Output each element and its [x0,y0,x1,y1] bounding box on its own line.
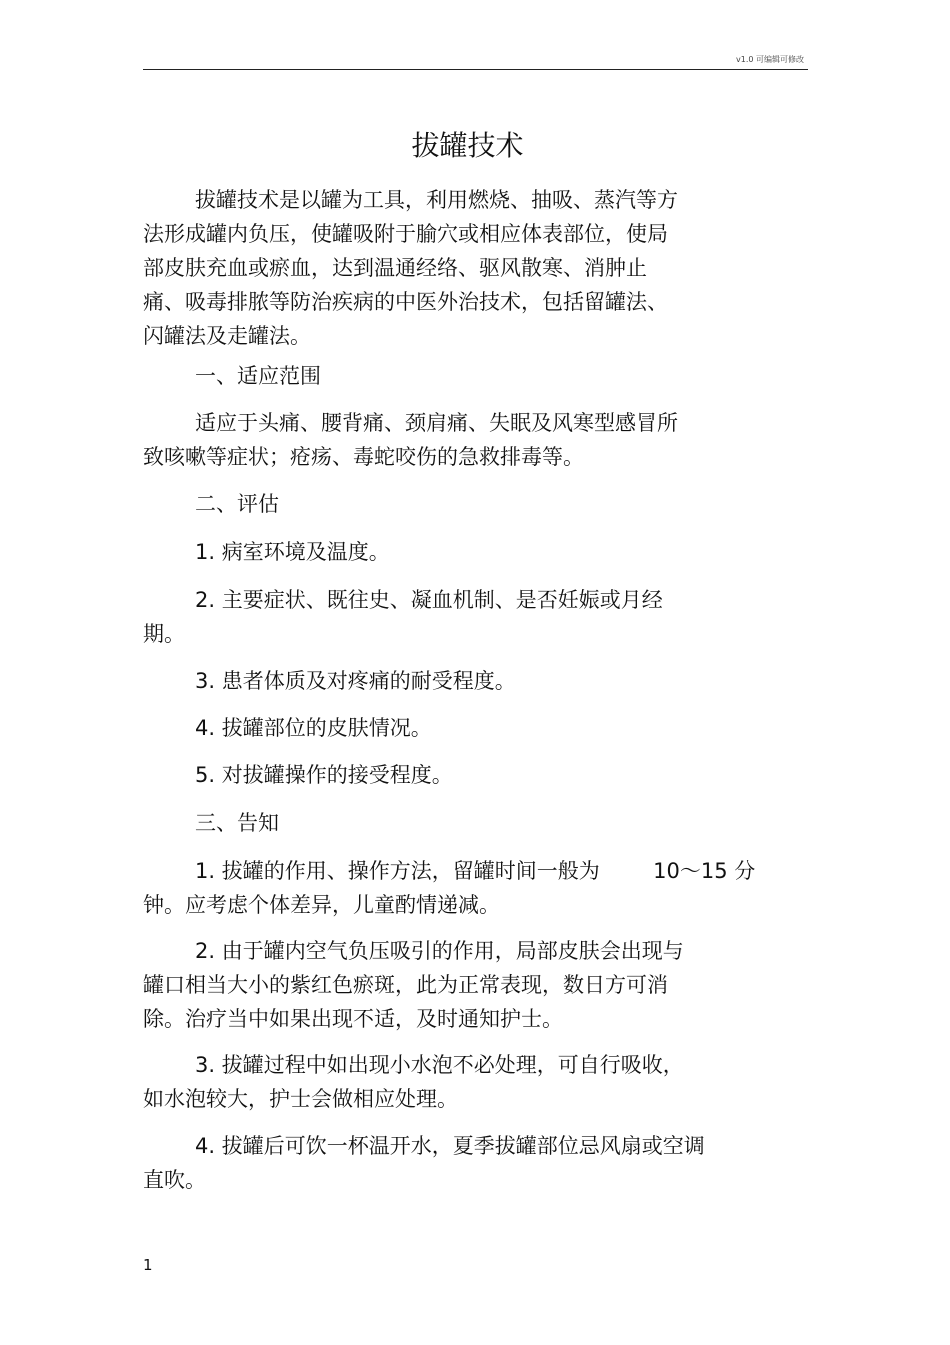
heading-text: 一、适应范围 [195,364,321,388]
text-line: 除。治疗当中如果出现不适，及时通知护士。 [143,1007,563,1031]
heading-text: 二、评估 [195,492,279,516]
section-heading-assessment [143,487,279,521]
section-heading-indications [143,359,321,393]
header-version: v1.0 可编辑可修改 [736,55,804,64]
text-line: 1. 拔罐的作用、操作方法，留罐时间一般为 10～15 分 [195,859,756,883]
text-line: 3. 患者体质及对疼痛的耐受程度。 [195,669,516,693]
text-line: 如水泡较大，护士会做相应处理。 [143,1087,458,1111]
assessment-item-3 [143,664,516,698]
document-title: 拔罐技术 [411,129,524,162]
assessment-item-4 [143,711,432,745]
notification-item-4 [143,1129,705,1197]
text-line: 闪罐法及走罐法。 [143,324,311,348]
text-line: 适应于头痛、腰背痛、颈肩痛、失眠及风寒型感冒所 [195,411,678,435]
notification-item-1 [143,854,755,922]
assessment-item-2 [143,583,663,651]
text-line: 2. 主要症状、既往史、凝血机制、是否妊娠或月经 [195,588,663,612]
text-line: 4. 拔罐部位的皮肤情况。 [195,716,432,740]
text-line: 拔罐技术是以罐为工具，利用燃烧、抽吸、蒸汽等方 [195,188,678,212]
notification-item-3 [143,1048,684,1116]
text-line: 部皮肤充血或瘀血，达到温通经络、驱风散寒、消肿止 [143,256,647,280]
page-number: 1 [143,1256,153,1274]
text-line: 期。 [143,622,185,646]
notification-item-2 [143,934,684,1036]
section-heading-notification [143,806,279,840]
text-line: 3. 拔罐过程中如出现小水泡不必处理，可自行吸收， [195,1053,684,1077]
text-line: 直吹。 [143,1168,206,1192]
text-line: 痛、吸毒排脓等防治疾病的中医外治技术，包括留罐法、 [143,290,668,314]
text-line: 法形成罐内负压，使罐吸附于腧穴或相应体表部位，使局 [143,222,668,246]
assessment-item-5 [143,758,453,792]
text-line: 2. 由于罐内空气负压吸引的作用，局部皮肤会出现与 [195,939,684,963]
text-line: 1. 病室环境及温度。 [195,540,390,564]
text-line: 钟。应考虑个体差异，儿童酌情递减。 [143,893,500,917]
text-line: 5. 对拔罐操作的接受程度。 [195,763,453,787]
heading-text: 三、告知 [195,811,279,835]
text-line: 4. 拔罐后可饮一杯温开水，夏季拔罐部位忌风扇或空调 [195,1134,705,1158]
intro-paragraph [143,183,678,353]
text-line: 罐口相当大小的紫红色瘀斑，此为正常表现，数日方可消 [143,973,668,997]
assessment-item-1 [143,535,390,569]
indications-paragraph [143,406,678,474]
header-rule [143,69,808,70]
text-line: 致咳嗽等症状；疮疡、毒蛇咬伤的急救排毒等。 [143,445,584,469]
